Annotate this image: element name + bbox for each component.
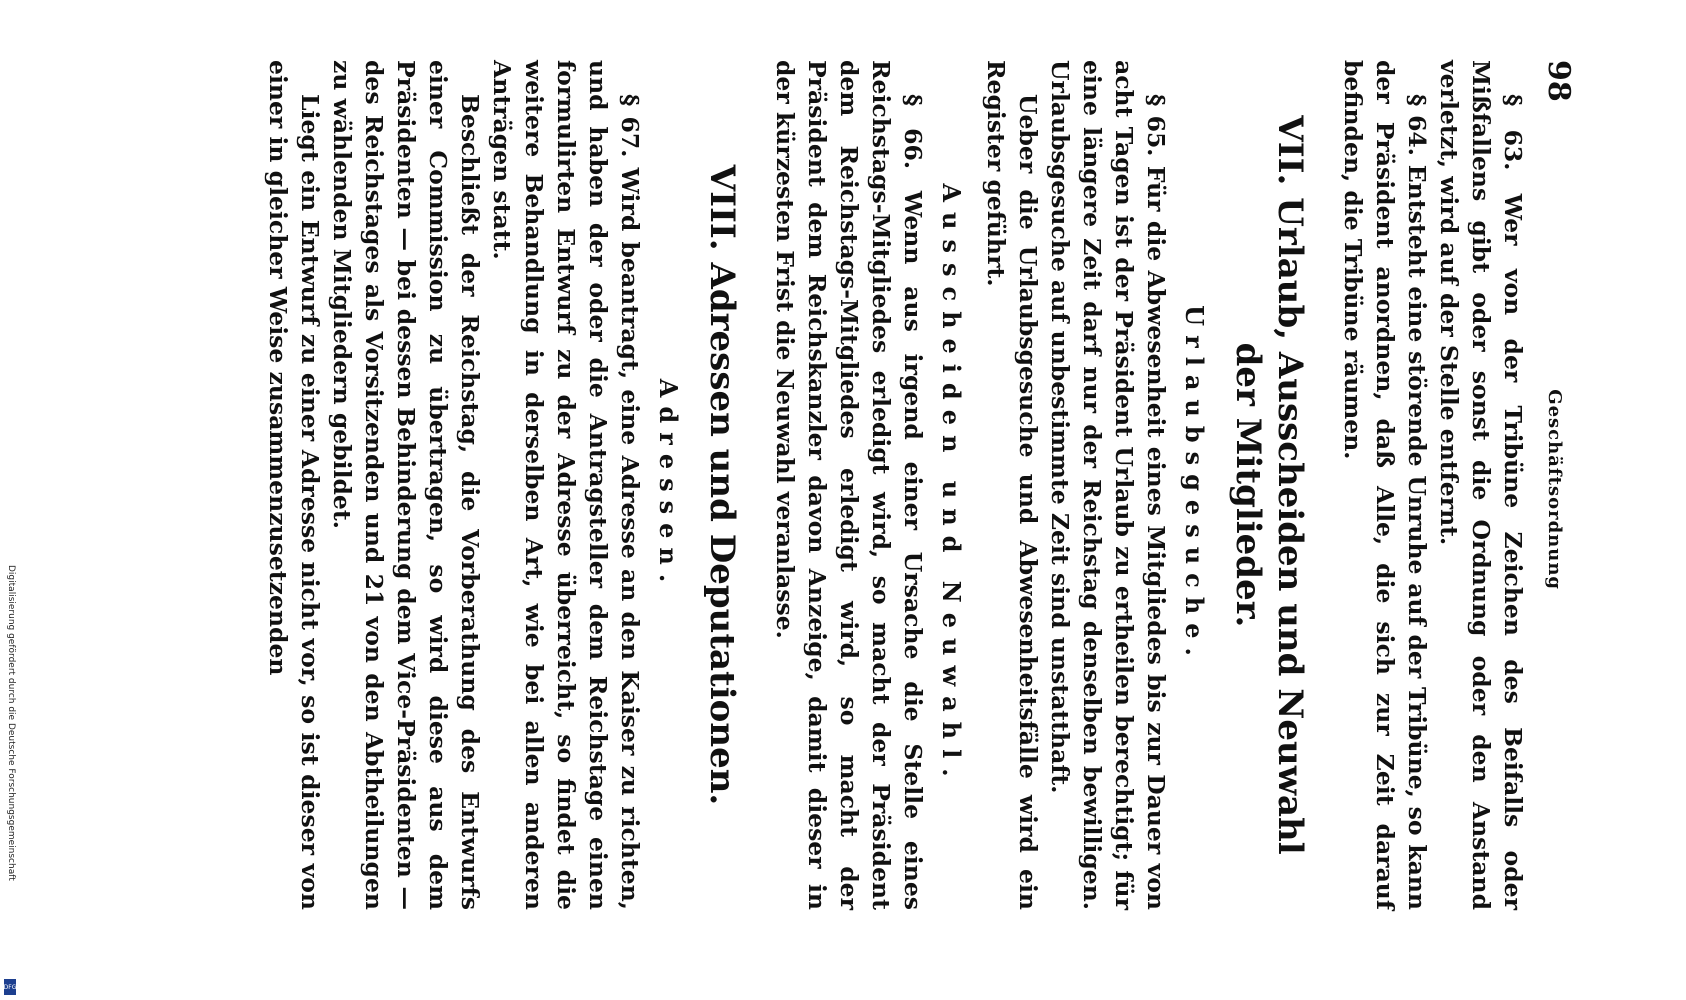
section-65-paragraph [1044, 60, 1172, 910]
chapter-7-heading: VII. Urlaub, Ausscheiden und Neuwahl der Mitglieder. [1228, 115, 1310, 855]
section-63-paragraph [1433, 60, 1529, 910]
page-number: 98 [1541, 60, 1576, 102]
section-64-label: § 64. [1403, 94, 1431, 156]
digitization-credit: Digitalisierung gefördert durch die Deutsche Forschungsgemeinschaft [6, 565, 16, 881]
section-67-paragraph-3: Liegt ein Entwurf zu einer Adresse nicht vor, so ist dieser von einer in gleicher Weise zusammenzusetzenden [264, 60, 324, 910]
section-67-paragraph-2: Beschließt der Reichstag, die Vorberathung des Entwurfs einer Commission zu übertragen, so wird diese aus dem Präsidenten — bei dessen Behinderung dem Vice-Präsidenten — des Reichstages als Vorsitzenden und 21 von den Abtheilungen zu wählenden Mitgliedern gebildet. [328, 60, 484, 910]
running-title: Geschäftsordnung [1544, 389, 1565, 590]
section-64-text: Entsteht eine störende Unruhe auf der Tribüne, so kann der Präsident anordnen, daß Alle, die sich zur Zeit darauf befinden, die Tribüne räumen. [1339, 60, 1431, 911]
section-65-text: Für die Abwesenheit eines Mitgliedes bis zur Dauer von acht Tagen ist der Präsident Urlaub zu ertheilen berechtigt; für eine längere Zeit darf nur der Reichstag denselben bewilligen. Urlaubsgesuche auf unbestimmte Zeit sind unstatthaft. [1046, 60, 1170, 910]
subhead-adressen: Adressen. [654, 378, 683, 592]
section-63-label: § 63. [1499, 94, 1527, 171]
section-64-paragraph [1337, 60, 1433, 910]
subhead-ausscheiden: Ausscheiden und Neuwahl. [937, 183, 966, 787]
chapter-8-heading: VIII. Adressen und Deputationen. [702, 164, 742, 806]
section-66-paragraph [769, 60, 929, 910]
dfg-logo-icon: DFG [4, 979, 16, 995]
section-65-continuation: Ueber die Urlaubsgesuche und Abwesenheitsfälle wird ein Register geführt. [982, 60, 1042, 910]
section-65-label: § 65. [1142, 94, 1170, 157]
section-67-paragraph [486, 60, 646, 910]
section-67-label: § 67. [616, 94, 644, 158]
section-63-text: Wer von der Tribüne Zeichen des Beifalls oder Mißfallens gibt oder sonst die Ordnung oder den Anstand verletzt, wird auf der Stelle entfernt. [1435, 60, 1527, 910]
section-66-text: Wenn aus irgend einer Ursache die Stelle eines Reichstags-Mitgliedes erledigt wird, so macht der Präsident dem Reichstags-Mitgliedes erledigt wird, so macht der Präsident dem Reichskanzler davon Anzeige, damit dieser in der kürzesten Frist die Neuwahl veranlasse. [771, 60, 927, 910]
subhead-urlaubsgesuche: Urlaubsgesuche. [1180, 305, 1209, 665]
section-66-label: § 66. [899, 94, 927, 170]
section-67-text: Wird beantragt, eine Adresse an den Kaiser zu richten, und haben der oder die Antragsteller dem Reichstage einen formulirten Entwurf zu der Adresse überreicht, so findet die weitere Behandlung in derselben Art, wie bei allen anderen Anträgen statt. [488, 60, 644, 910]
running-head [1541, 60, 1576, 910]
digitization-footer [0, 0, 20, 1000]
